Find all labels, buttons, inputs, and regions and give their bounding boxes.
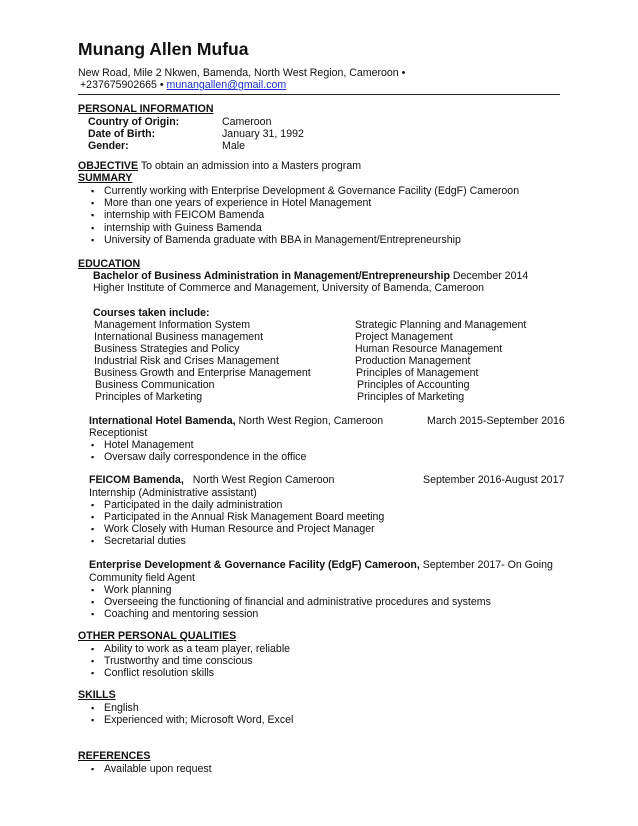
course-left: Business Strategies and Policy bbox=[94, 343, 240, 355]
job-org: International Hotel Bamenda, bbox=[89, 415, 236, 427]
job-header bbox=[89, 559, 553, 572]
job-org: FEICOM Bamenda, bbox=[89, 474, 184, 486]
institution: Higher Institute of Commerce and Management, University of Bamenda, Cameroon bbox=[93, 282, 484, 294]
course-right: Principles of Accounting bbox=[357, 379, 470, 391]
gender-value: Male bbox=[222, 140, 245, 152]
email-link[interactable]: munangallen@gmail.com bbox=[166, 79, 287, 91]
address-line: New Road, Mile 2 Nkwen, Bamenda, North West Region, Cameroon • bbox=[78, 67, 406, 79]
summary-heading: SUMMARY bbox=[78, 172, 133, 184]
quality-item: ▪ Ability to work as a team player, reliable bbox=[104, 643, 290, 656]
job-role: Receptionist bbox=[89, 427, 148, 439]
phone-number: +237675902665 bbox=[80, 79, 157, 91]
degree-title: Bachelor of Business Administration in Management/Entrepreneurship bbox=[93, 270, 450, 282]
qualities-heading: OTHER PERSONAL QUALITIES bbox=[78, 630, 237, 642]
degree-date: December 2014 bbox=[452, 270, 529, 282]
job-duty: ▪ Work planning bbox=[104, 584, 172, 597]
education-heading: EDUCATION bbox=[78, 258, 141, 270]
job-duty: ▪ Coaching and mentoring session bbox=[104, 608, 258, 621]
reference-item: ▪ Available upon request bbox=[104, 763, 212, 776]
course-right: Principles of Management bbox=[356, 367, 479, 379]
course-left: Business Communication bbox=[95, 379, 215, 391]
objective-heading: OBJECTIVE bbox=[78, 160, 139, 172]
job-duty: ▪ Participated in the daily administration bbox=[104, 499, 282, 512]
course-right: Human Resource Management bbox=[355, 343, 503, 355]
job-duty: ▪ Work Closely with Human Resource and Project Manager bbox=[104, 523, 375, 536]
job-location: North West Region Cameroon bbox=[192, 474, 335, 486]
job-dates: September 2016-August 2017 bbox=[423, 474, 565, 486]
country-value: Cameroon bbox=[222, 116, 272, 128]
job-duty: ▪ Oversaw daily correspondence in the office bbox=[104, 451, 306, 464]
skills-heading: SKILLS bbox=[78, 689, 116, 701]
course-left: Management Information System bbox=[94, 319, 251, 331]
candidate-name: Munang Allen Mufua bbox=[78, 39, 249, 59]
contact-separator: • bbox=[159, 79, 164, 91]
dob-value: January 31, 1992 bbox=[222, 128, 304, 140]
job-duty: ▪ Overseeing the functioning of financial and administrative procedures and systems bbox=[104, 596, 491, 609]
references-heading: REFERENCES bbox=[78, 750, 151, 762]
country-label: Country of Origin: bbox=[88, 116, 180, 128]
skill-item: ▪ Experienced with; Microsoft Word, Excel bbox=[104, 714, 293, 727]
summary-item: ▪ Currently working with Enterprise Development & Governance Facility (EdgF) Cameroon bbox=[104, 185, 519, 198]
header-divider bbox=[78, 94, 560, 95]
course-right: Project Management bbox=[355, 331, 453, 343]
course-right: Principles of Marketing bbox=[357, 391, 465, 403]
personal-info-heading: PERSONAL INFORMATION bbox=[78, 103, 214, 115]
job-role: Internship (Administrative assistant) bbox=[89, 487, 257, 499]
job-location: North West Region, Cameroon bbox=[238, 415, 384, 427]
course-left: Industrial Risk and Crises Management bbox=[94, 355, 279, 367]
summary-item: ▪ internship with Guiness Bamenda bbox=[104, 222, 262, 235]
course-left: Principles of Marketing bbox=[95, 391, 203, 403]
contact-line bbox=[80, 79, 286, 92]
quality-item: ▪ Conflict resolution skills bbox=[104, 667, 214, 680]
courses-heading: Courses taken include: bbox=[93, 307, 210, 319]
gender-label: Gender: bbox=[88, 140, 129, 152]
job-dates: March 2015-September 2016 bbox=[427, 415, 565, 427]
job-header bbox=[89, 474, 334, 487]
job-dates: September 2017- On Going bbox=[422, 559, 553, 571]
course-left: International Business management bbox=[94, 331, 264, 343]
skill-item: ▪ English bbox=[104, 702, 139, 715]
job-duty: ▪ Participated in the Annual Risk Management Board meeting bbox=[104, 511, 384, 524]
summary-item: ▪ More than one years of experience in Hotel Management bbox=[104, 197, 371, 210]
job-duty: ▪ Secretarial duties bbox=[104, 535, 186, 548]
course-left: Business Growth and Enterprise Management bbox=[94, 367, 311, 379]
quality-item: ▪ Trustworthy and time conscious bbox=[104, 655, 253, 668]
course-right: Strategic Planning and Management bbox=[355, 319, 527, 331]
objective-text: To obtain an admission into a Masters program bbox=[140, 160, 362, 172]
course-right: Production Management bbox=[355, 355, 471, 367]
summary-item: ▪ internship with FEICOM Bamenda bbox=[104, 209, 264, 222]
job-role: Community field Agent bbox=[89, 572, 195, 584]
dob-label: Date of Birth: bbox=[88, 128, 156, 140]
job-duty: ▪ Hotel Management bbox=[104, 439, 194, 452]
job-org: Enterprise Development & Governance Facility (EdgF) Cameroon, bbox=[89, 559, 420, 571]
summary-item: ▪ University of Bamenda graduate with BBA in Management/Entrepreneurship bbox=[104, 234, 461, 247]
